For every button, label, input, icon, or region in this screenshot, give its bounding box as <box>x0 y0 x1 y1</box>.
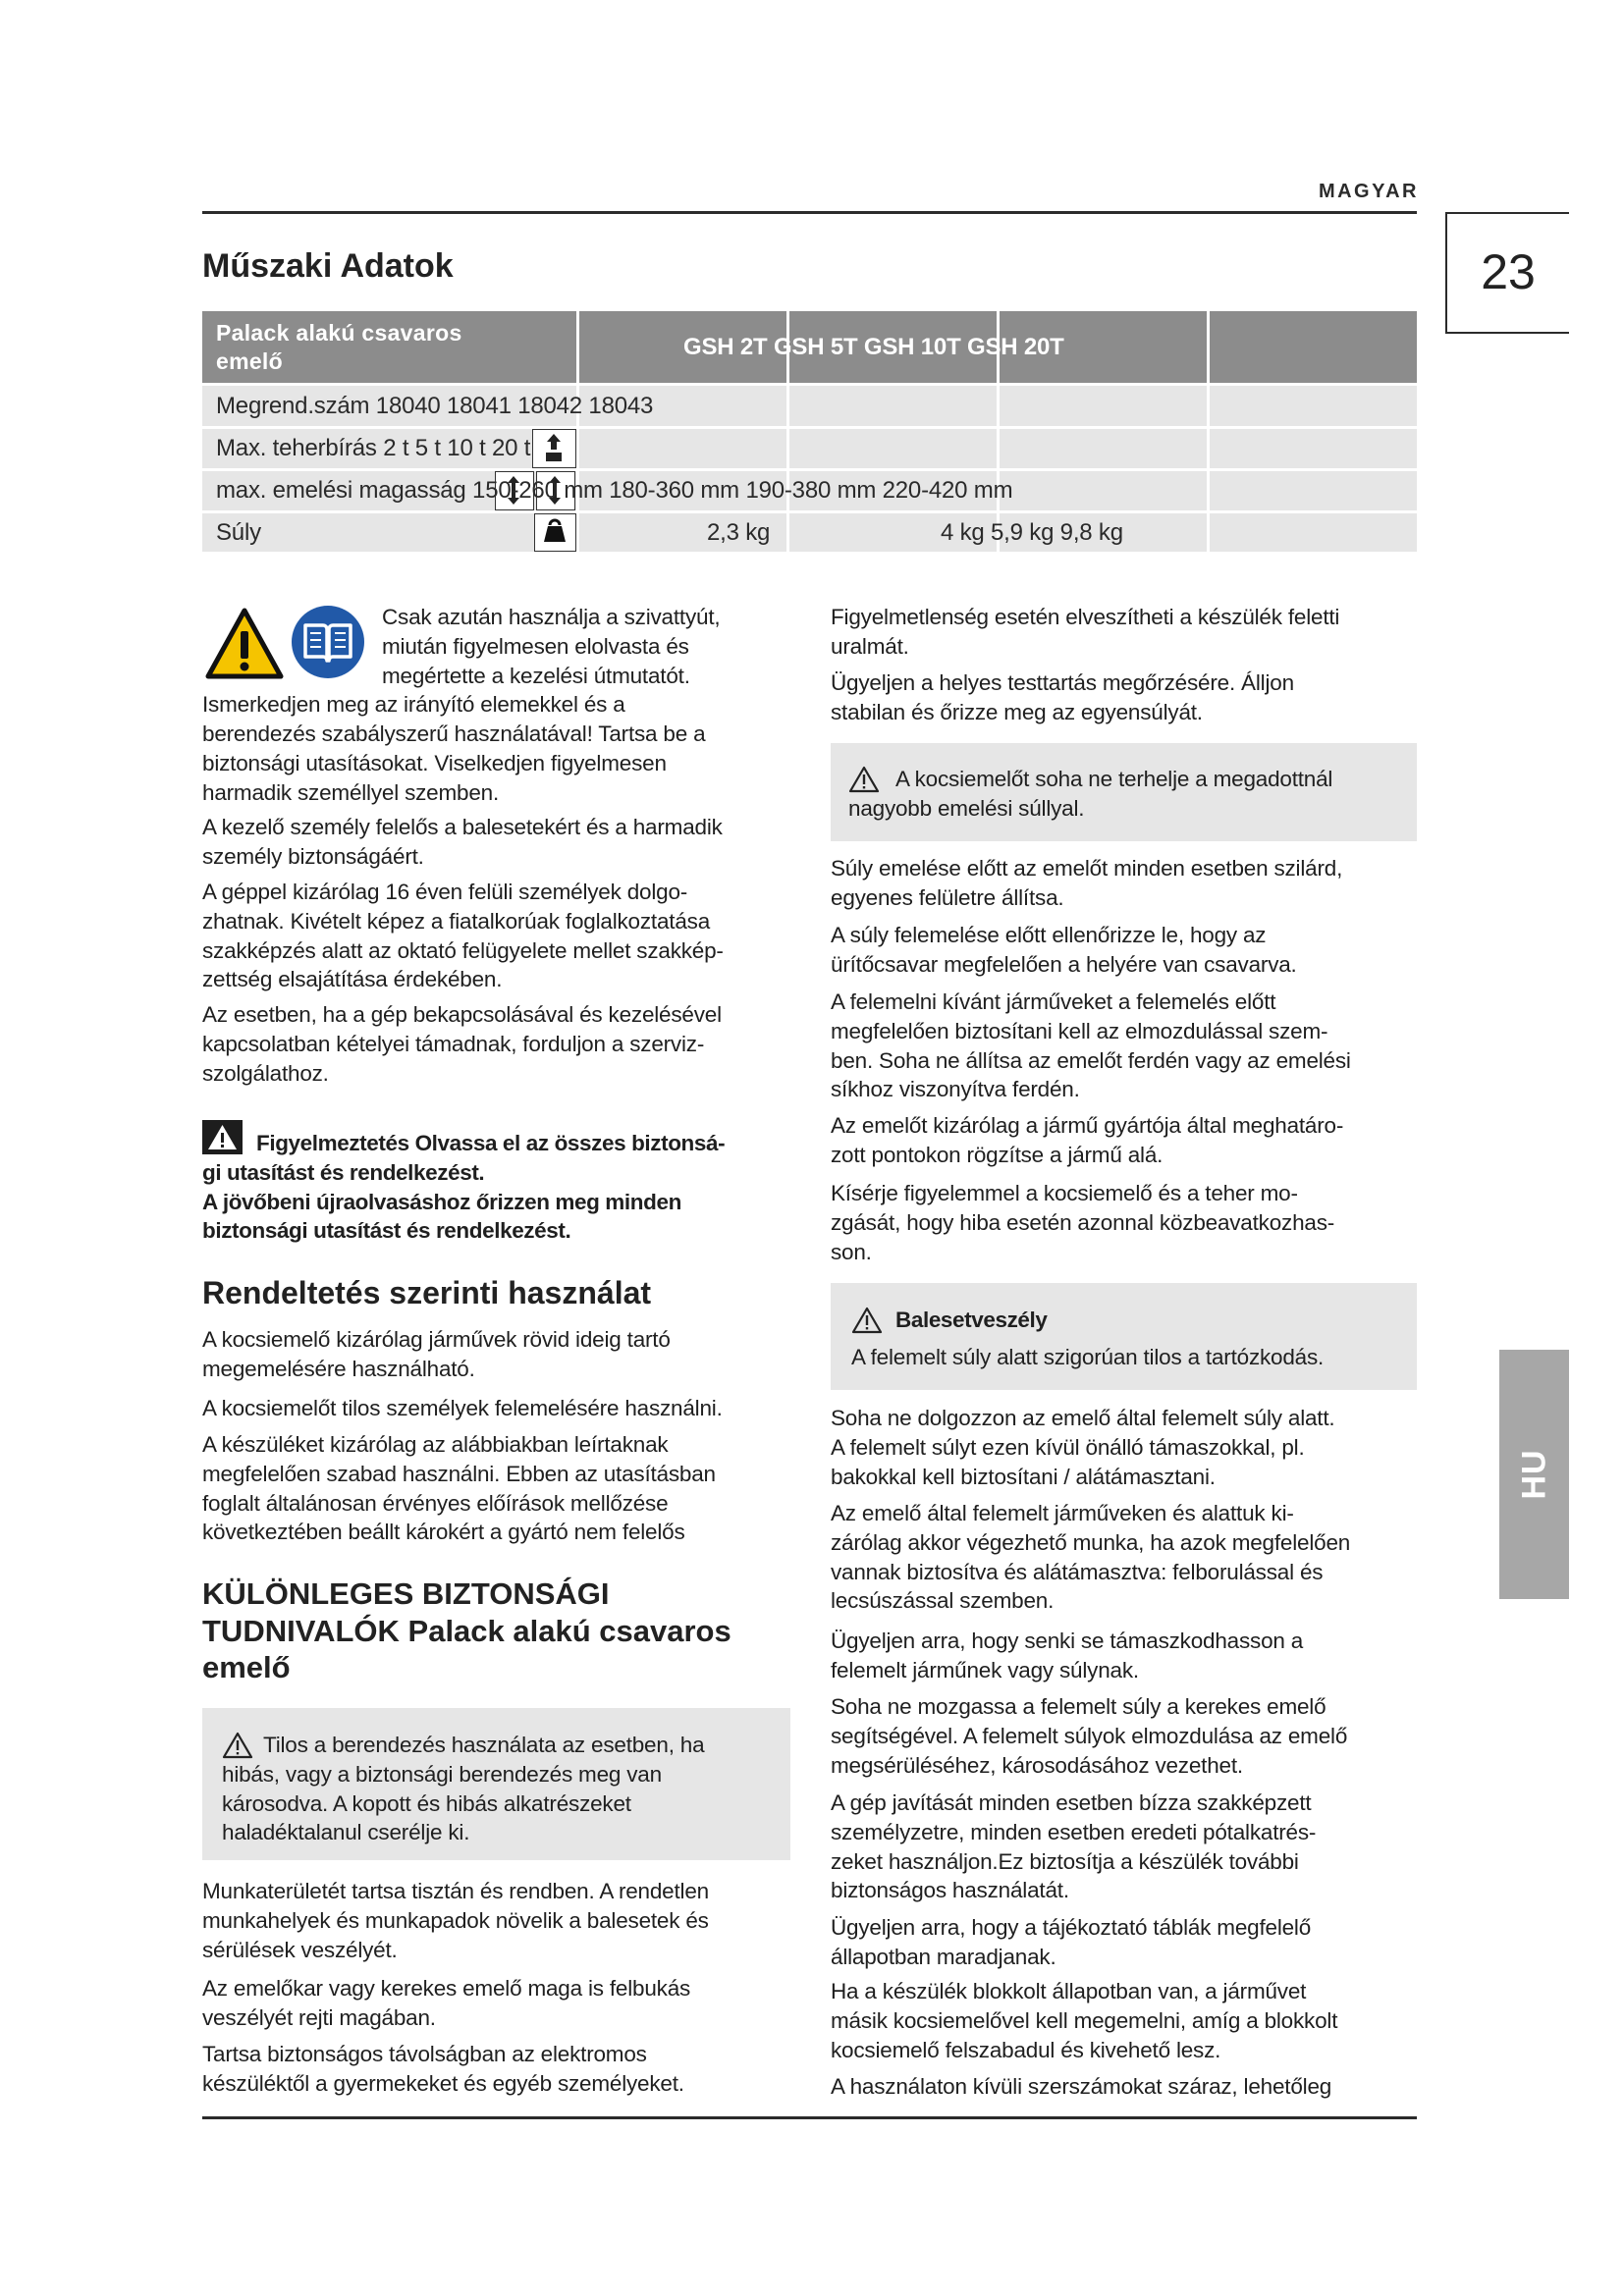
text-line: Ügyeljen a helyes testtartás megőrzésére. Álljon <box>831 670 1294 695</box>
text-line: A kezelő személy felelős a balesetekért és a harmadik <box>202 815 723 839</box>
text-line: Tilos a berendezés használata az esetben, ha <box>263 1733 705 1757</box>
text-line: TUDNIVALÓK Palack alakú csavaros <box>202 1613 731 1648</box>
text-line: lecsúszással szemben. <box>831 1588 1055 1614</box>
text-line: Az esetben, ha a gép bekapcsolásával és kezelésével <box>202 1002 722 1027</box>
text-line: megértette a kezelési útmutatót. <box>382 663 690 688</box>
text-line: Ismerkedjen meg az irányító elemekkel és a <box>202 692 625 718</box>
operator-responsibility-paragraph <box>202 813 723 872</box>
right-paragraph <box>831 1977 1337 2064</box>
text-line: nagyobb emelési súllyal. <box>848 795 1085 821</box>
text-line: kapcsolatban kételyei támadnak, forduljon a szerviz- <box>202 1031 705 1056</box>
table-cell <box>789 386 997 426</box>
text-line: következtében beállt károkért a gyártó nem felelős <box>202 1520 685 1545</box>
intended-use-heading: Rendeltetés szerinti használat <box>202 1275 652 1310</box>
text-line: emelő <box>202 1650 291 1684</box>
text-line: zettség elsajátítása érdekében. <box>202 967 503 992</box>
text-line: kocsiemelő felszabadul és kivehető lesz. <box>831 2037 1221 2062</box>
danger-text: A felemelt súly alatt szigorúan tilos a tartózkodás. <box>851 1345 1325 1369</box>
right-paragraph <box>831 1692 1347 1780</box>
right-paragraph <box>831 1179 1334 1266</box>
text-line: A jövőbeni újraolvasáshoz őrizzen meg minden <box>202 1189 681 1214</box>
side-tab-label: HU <box>1515 1449 1552 1500</box>
text-line: stabilan és őrizze meg az egyensúlyát. <box>831 699 1203 724</box>
tipping-paragraph <box>202 1974 690 2033</box>
text-line: munkahelyek és munkapadok növelik a balesetek és <box>202 1907 709 1933</box>
row-weight-label: Súly <box>216 519 261 546</box>
text-line: megfelelően szabad használni. Ebben az utasításban <box>202 1461 716 1486</box>
text-line: Palack alakú csavaros <box>216 320 462 346</box>
text-line: berendezés szabályszerű használatával! Tartsa be a <box>202 721 706 747</box>
right-paragraph <box>831 854 1342 913</box>
text-line: veszélyét rejti magában. <box>202 2004 436 2030</box>
table-cell <box>579 429 786 468</box>
text-line: A felemelt súlyt ezen kívül önálló támaszokkal, pl. <box>831 1434 1305 1460</box>
right-paragraph <box>831 668 1294 727</box>
spec-table <box>202 311 1417 552</box>
text-line: Soha ne mozgassa a felemelt súly a kerekes emelő <box>831 1694 1326 1719</box>
text-line: megfelelően biztosítani kell az elmozdulással szem- <box>831 1018 1328 1043</box>
danger-box <box>831 1283 1417 1390</box>
table-cell <box>1210 429 1417 468</box>
text-line: A felemelni kívánt járműveket a felemelés előtt <box>831 989 1276 1014</box>
table-cell <box>1210 471 1417 510</box>
text-line: síkhoz viszonyítva ferdén. <box>831 1077 1080 1102</box>
text-line: A súly felemelése előtt ellenőrizze le, hogy az <box>831 923 1267 947</box>
text-line: Súly emelése előtt az emelőt minden esetben szilárd, <box>831 856 1343 881</box>
text-line: felemelt járműnek vagy súlynak. <box>831 1657 1139 1682</box>
text-line: Csak azután használja a szivattyút, <box>382 605 721 629</box>
text-line: Munkaterületét tartsa tisztán és rendben. A rendetlen <box>202 1879 709 1903</box>
right-paragraph <box>831 1111 1343 1170</box>
right-paragraph <box>831 2072 1331 2102</box>
text-line: haladéktalanul cserélje ki. <box>222 1820 470 1845</box>
lift-capacity-icon <box>532 429 576 468</box>
table-cell <box>1000 386 1207 426</box>
row-max-capacity: Max. teherbírás 2 t 5 t 10 t 20 t <box>216 435 531 461</box>
age-limit-paragraph <box>202 878 724 994</box>
danger-title: Balesetveszély <box>895 1308 1048 1332</box>
text-line: Az emelőt kizárólag a jármű gyártója által meghatáro- <box>831 1113 1344 1138</box>
text-line: személyzetre, minden esetben eredeti pótalkatrés- <box>831 1819 1317 1844</box>
text-line: zhatnak. Kivételt képez a fiatalkorúak foglalkoztatása <box>202 908 711 934</box>
text-line: szakképzés alatt az oktató felügyelete mellet szakkép- <box>202 937 724 963</box>
page-number: 23 <box>1445 212 1569 334</box>
right-paragraph <box>831 1789 1316 1905</box>
text-line: Az emelő által felemelt járműveken és alattuk ki- <box>831 1501 1294 1525</box>
workspace-paragraph <box>202 1877 709 1964</box>
text-line: KÜLÖNLEGES BIZTONSÁGI <box>202 1576 610 1611</box>
text-line: készüléktől a gyermekeket és egyéb személyeket. <box>202 2070 684 2096</box>
overload-note <box>848 765 1332 824</box>
section-title: Műszaki Adatok <box>202 247 454 285</box>
safety-warning-paragraph <box>202 1129 725 1246</box>
text-line: A kocsiemelőt tilos személyek felemelésére használni. <box>202 1396 723 1420</box>
text-line: károsodva. A kopott és hibás alkatrészeket <box>222 1790 631 1816</box>
text-line: zárólag akkor végezhető munka, ha azok megfelelően <box>831 1529 1351 1555</box>
table-cell <box>1000 471 1207 510</box>
text-line: Ügyeljen arra, hogy a tájékoztató táblák megfelelő <box>831 1915 1312 1940</box>
text-line: megemelésére használható. <box>202 1356 475 1381</box>
text-line: harmadik személlyel szemben. <box>202 779 500 805</box>
text-line: foglalt általánosan érvényes előírások mellőzése <box>202 1490 669 1516</box>
right-paragraph <box>831 921 1297 980</box>
text-line: A gép javítását minden esetben bízza szakképzett <box>831 1790 1312 1815</box>
text-line: Soha ne dolgozzon az emelő által felemelt súly alatt. <box>831 1406 1335 1430</box>
damaged-equipment-note <box>222 1731 704 1847</box>
right-paragraph <box>831 1913 1311 1972</box>
row-weight-value: 4 kg 5,9 kg 9,8 kg <box>941 519 1123 546</box>
text-line: Ügyeljen arra, hogy senki se támaszkodhasson a <box>831 1629 1304 1653</box>
text-line: biztonsági utasításokat. Viselkedjen figyelmesen <box>202 750 667 775</box>
text-line: Kísérje figyelemmel a kocsiemelő és a teher mo- <box>831 1181 1298 1205</box>
table-cell <box>1210 513 1417 552</box>
table-header-label <box>216 319 462 376</box>
text-line: sérülések veszélyét. <box>202 1937 398 1962</box>
text-line: biztonságos használatát. <box>831 1878 1069 1903</box>
text-line: zott pontokon rögzítse a jármű alá. <box>831 1142 1164 1167</box>
text-line: szolgálathoz. <box>202 1060 329 1086</box>
text-line: vannak biztosítva és alátámasztva: felborulással és <box>831 1559 1324 1584</box>
text-line: személy biztonságáért. <box>202 843 424 869</box>
children-distance-paragraph <box>202 2040 684 2099</box>
text-line: másik kocsiemelővel kell megemelni, amíg a blokkolt <box>831 2007 1338 2033</box>
language-label: MAGYAR <box>1318 181 1419 202</box>
text-line: gi utasítást és rendelkezést. <box>202 1159 485 1185</box>
table-header-models: GSH 2T GSH 5T GSH 10T GSH 20T <box>683 334 1064 360</box>
text-line: miután figyelmesen elolvasta és <box>382 633 689 659</box>
right-paragraph <box>831 603 1339 662</box>
text-line: Tartsa biztonságos távolságban az elektromos <box>202 2042 647 2066</box>
text-line: A kocsiemelő kizárólag járművek rövid ideig tartó <box>202 1327 671 1352</box>
text-line: hibás, vagy a biztonsági berendezés meg van <box>222 1761 662 1787</box>
text-line: bakokkal kell biztosítani / alátámasztani. <box>831 1464 1216 1489</box>
text-line: son. <box>831 1239 872 1264</box>
text-line: A kocsiemelőt soha ne terhelje a megadottnál <box>895 767 1333 791</box>
right-paragraph <box>831 1404 1334 1491</box>
text-line: megsérüléséhez, károsodásához vezethet. <box>831 1752 1243 1778</box>
top-divider <box>202 211 1417 214</box>
text-line: uralmát. <box>831 633 909 659</box>
text-line: egyenes felületre állítsa. <box>831 884 1064 910</box>
table-cell <box>789 429 997 468</box>
bottom-divider <box>202 2116 1417 2119</box>
right-paragraph <box>831 1499 1350 1616</box>
text-line: A használaton kívüli szerszámokat száraz, lehetőleg <box>831 2074 1332 2099</box>
text-line: emelő <box>216 348 283 374</box>
weight-icon <box>534 513 576 552</box>
right-paragraph <box>831 988 1351 1104</box>
caution-icon <box>851 1307 883 1334</box>
text-line: zeket használjon.Ez biztosítja a készülék további <box>831 1848 1299 1874</box>
right-paragraph <box>831 1627 1303 1685</box>
intro-paragraph <box>202 603 720 808</box>
text-line: A készüléket kizárólag az alábbiakban leírtaknak <box>202 1432 669 1457</box>
text-line: Ha a készülék blokkolt állapotban van, a járművet <box>831 1979 1307 2003</box>
text-line: segítségével. A felemelt súlyok elmozdulása az emelő <box>831 1723 1348 1748</box>
intended-use-paragraph <box>202 1394 723 1423</box>
text-line: állapotban maradjanak. <box>831 1944 1056 1969</box>
text-line: ben. Soha ne állítsa az emelőt ferdén vagy az emelési <box>831 1047 1351 1073</box>
text-line: zgását, hogy hiba esetén azonnal közbeavatkozhas- <box>831 1209 1335 1235</box>
row-order-number: Megrend.szám 18040 18041 18042 18043 <box>216 393 654 419</box>
table-header-cell <box>1210 311 1417 383</box>
intended-use-paragraph <box>202 1430 716 1547</box>
text-line: A géppel kizárólag 16 éven felüli személyek dolgo- <box>202 880 688 904</box>
row-lift-height: max. emelési magasság 150-260 mm 180-360 mm 190-380 mm 220-420 mm <box>216 477 1013 504</box>
special-safety-heading <box>202 1575 731 1686</box>
text-line: Figyelmetlenség esetén elveszítheti a készülék feletti <box>831 605 1340 629</box>
row-weight-value: 2,3 kg <box>707 519 771 546</box>
text-line: ürítőcsavar megfelelően a helyére van csavarva. <box>831 951 1297 977</box>
service-contact-paragraph <box>202 1000 722 1088</box>
intended-use-paragraph <box>202 1325 671 1384</box>
language-side-tab <box>1499 1350 1569 1599</box>
text-line: biztonsági utasítást és rendelkezést. <box>202 1218 571 1244</box>
text-line: Az emelőkar vagy kerekes emelő maga is felbukás <box>202 1976 691 2001</box>
table-cell <box>1000 429 1207 468</box>
text-line: Figyelmeztetés Olvassa el az összes biztonsá- <box>256 1131 726 1155</box>
table-cell <box>1210 386 1417 426</box>
